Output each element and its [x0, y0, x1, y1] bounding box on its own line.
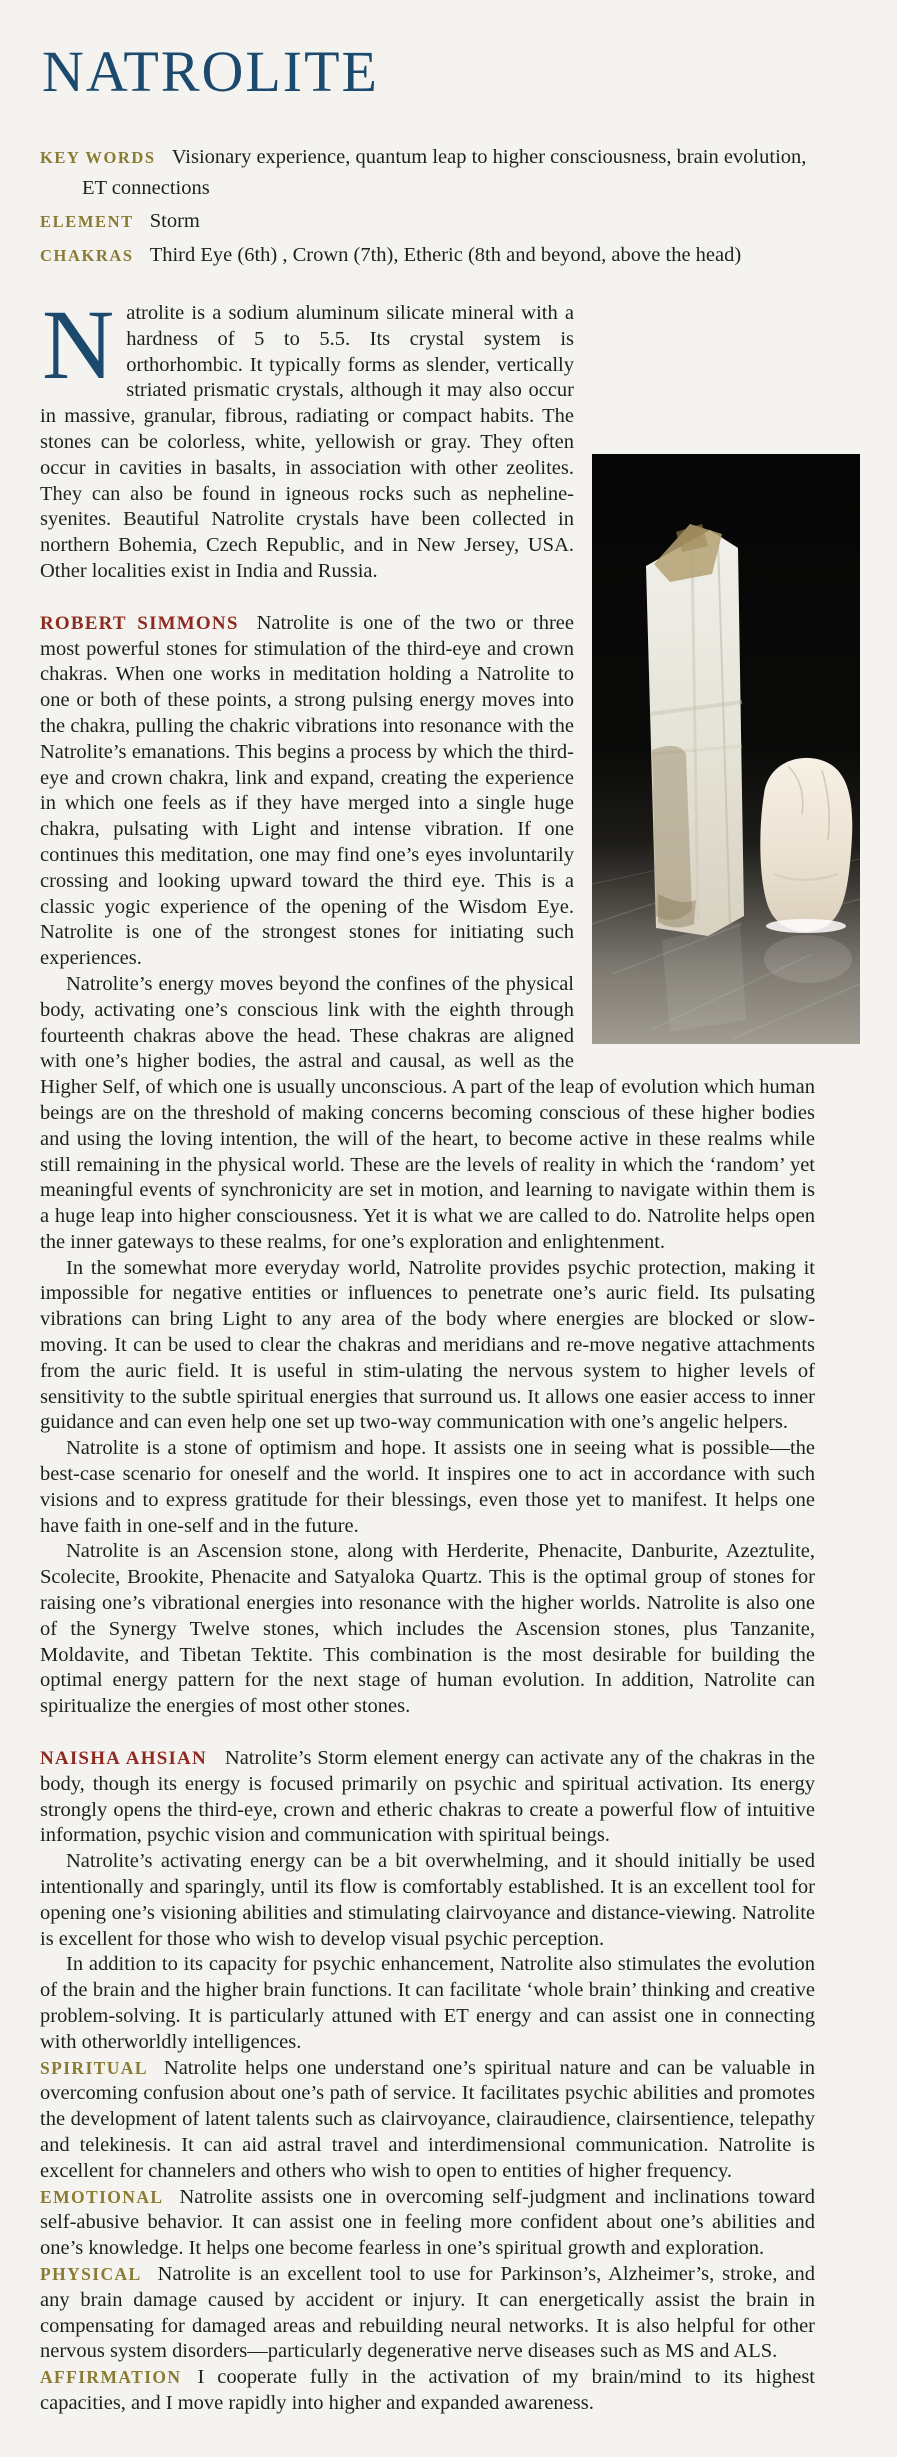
paragraph-text: I cooperate fully in the activation of my brain/mind to its highest capacities, and I move rapidly into higher and expanded awareness.: [40, 2366, 815, 2414]
natrolite-crystals-illustration: [592, 454, 860, 1044]
chakras-row: [40, 240, 815, 271]
intro-text: atrolite is a sodium aluminum silicate mineral with a hardness of 5 to 5.5. Its crystal system is orthorhombic. It typically forms as slender, vertically striated prismatic crystals, although it may also occur in massive, granular, fibrous, radiating or compact habits. The stones can be colorless, white, yellowish or gray. They often occur in cavities in basalts, in association with other zeolites. They can also be found in igneous rocks such as nepheline-syenites. Beautiful Natrolite crystals have been collected in northern Bohemia, Czech Republic, and in New Jersey, USA. Other localities exist in India and Russia.: [40, 302, 574, 582]
emotional-paragraph: [40, 2185, 815, 2262]
dropcap-letter: N: [42, 289, 115, 400]
robert-simmons-heading: ROBERT SIMMONS: [40, 612, 239, 634]
paragraph-text: Natrolite helps one understand one’s spiritual nature and can be valuable in overcoming confusion about one’s path of service. It facilitates psychic abilities and promotes the development of latent talents such as clairvoyance, clairaudience, clairsentience, telepathy and telekinesis. It can aid astral travel and interdimensional communication. Natrolite is excellent for channelers and others who wish to open to entities of higher frequency.: [40, 2056, 815, 2182]
page-title: NATROLITE: [42, 39, 379, 104]
keywords-value: Visionary experience, quantum leap to higher consciousness, brain evolution, ET connections: [82, 146, 807, 199]
keywords-label: KEY WORDS: [40, 148, 156, 167]
article-body: [40, 289, 815, 2417]
paragraph-text: Natrolite assists one in overcoming self-judgment and inclinations toward self-abusive behavior. It can assist one in feeling more confident about one’s abilities and one’s knowledge. It helps one become fearless in one’s spiritual growth and exploration.: [40, 2185, 815, 2260]
element-label: ELEMENT: [40, 212, 134, 231]
chakras-label: CHAKRAS: [40, 246, 134, 265]
naisha-ahsian-paragraph-1: [40, 1746, 815, 1849]
affirmation-paragraph: [40, 2365, 815, 2417]
emotional-label: EMOTIONAL: [40, 2186, 164, 2207]
paragraph-text: Natrolite is one of the two or three most powerful stones for stimulation of the third-eye and crown chakras. When one works in meditation holding a Natrolite to one or both of these points, a strong pulsing energy moves into the chakra, pulling the chakric vibrations into resonance with the Natrolite’s emanations. This begins a process by which the third-eye and crown chakra, link and expand, creating the experience in which one feels as if they have merged into a single huge chakra, pulsating with Light and intense vibration. If one continues this meditation, one may find one’s eyes involuntarily crossing and looking upward toward the third eye. This is a classic yogic experience of the opening of the Wisdom Eye. Natrolite is one of the strongest stones for initiating such experiences.: [40, 611, 574, 970]
affirmation-label: AFFIRMATION: [40, 2367, 182, 2388]
stone-info-block: [40, 142, 815, 271]
robert-simmons-paragraph-2: Natrolite’s energy moves beyond the confines of the physical body, activating one’s conscious link with the eighth through fourteenth chakras above the head. These chakras are aligned with one’s higher bodies, the astral and causal, as well as the Higher Self, of which one is usually unconscious. A part of the leap of evolution which human beings are on the threshold of making concerns becoming conscious of these higher bodies and using the loving intention, the will of the heart, to become active in these realms while still remaining in the physical world. These are the levels of reality in which the ‘random’ yet meaningful events of synchronicity are set in motion, and learning to navigate within them is a huge leap into higher consciousness. Yet it is what we are called to do. Natrolite helps open the inner gateways to these realms, for one’s exploration and enlightenment.: [40, 972, 815, 1253]
physical-paragraph: [40, 2262, 815, 2365]
robert-simmons-paragraph-3: In the somewhat more everyday world, Natrolite provides psychic protection, making it impossible for negative entities or influences to penetrate one’s auric field. Its pulsating vibrations can bring Light to any area of the body where energies are blocked or slow-moving. It can be used to clear the chakras and meridians and re-move negative attachments from the auric field. It is useful in stim-ulating the nervous system to higher levels of sensitivity to the subtle spiritual energies that surround us. It allows one easier access to inner guidance and can even help one set up two-way communication with one’s angelic helpers.: [40, 1256, 815, 1434]
keywords-row: [40, 142, 815, 203]
paragraph-text: Natrolite is an excellent tool to use for Parkinson’s, Alzheimer’s, stroke, and any brain damage caused by accident or injury. It can energetically assist the brain in compensating for damaged areas and rebuilding neural networks. It is also helpful for other nervous system disorders—particularly degenerative nerve diseases such as MS and ALS.: [40, 2262, 815, 2363]
naisha-ahsian-paragraph-2: Natrolite’s activating energy can be a bit overwhelming, and it should initially be used intentionally and sparingly, until its flow is comfortably established. It is an excellent tool for opening one’s visioning abilities and stimulating clairvoyance and distance-viewing. Natrolite is excellent for those who wish to develop visual psychic perception.: [40, 1850, 815, 1950]
robert-simmons-paragraph-5: Natrolite is an Ascension stone, along with Herderite, Phenacite, Danburite, Azeztulite, Scolecite, Brookite, Phenacite and Satyaloka Quartz. This is the optimal group of stones for raising one’s vibrational energies into resonance with the higher worlds. Natrolite is also one of the Synergy Twelve stones, which includes the Ascension stones, plus Tanzanite, Moldavite, and Tibetan Tektite. This combination is the most desirable for building the optimal energy pattern for the next stage of human evolution. In addition, Natrolite can spiritualize the energies of most other stones.: [40, 1540, 815, 1718]
robert-simmons-paragraph-4: Natrolite is a stone of optimism and hope. It assists one in seeing what is possible—the best-case scenario for oneself and the world. It inspires one to act in accordance with such visions and to express gratitude for their blessings, even those yet to manifest. It helps one have faith in one-self and in the future.: [40, 1437, 815, 1537]
spiritual-label: SPIRITUAL: [40, 2057, 148, 2078]
chakras-value: Third Eye (6th) , Crown (7th), Etheric (8th and beyond, above the head): [149, 244, 742, 266]
physical-label: PHYSICAL: [40, 2263, 142, 2284]
spiritual-paragraph: [40, 2056, 815, 2185]
naisha-ahsian-heading: NAISHA AHSIAN: [40, 1748, 207, 1770]
paragraph-text: Natrolite’s Storm element energy can activate any of the chakras in the body, though its energy is focused primarily on psychic and spiritual activation. Its energy strongly opens the third-eye, crown and etheric chakras to create a powerful flow of intuitive information, psychic vision and communication with spiritual beings.: [40, 1747, 815, 1847]
element-value: Storm: [149, 210, 200, 232]
naisha-ahsian-paragraph-3: In addition to its capacity for psychic enhancement, Natrolite also stimulates the evolution of the brain and the higher brain functions. It can facilitate ‘whole brain’ thinking and creative problem-solving. It is particularly attuned with ET energy and can assist one in connecting with otherworldly intelligences.: [40, 1953, 815, 2053]
element-row: [40, 206, 815, 237]
natrolite-crystals-photo: [592, 454, 860, 1044]
